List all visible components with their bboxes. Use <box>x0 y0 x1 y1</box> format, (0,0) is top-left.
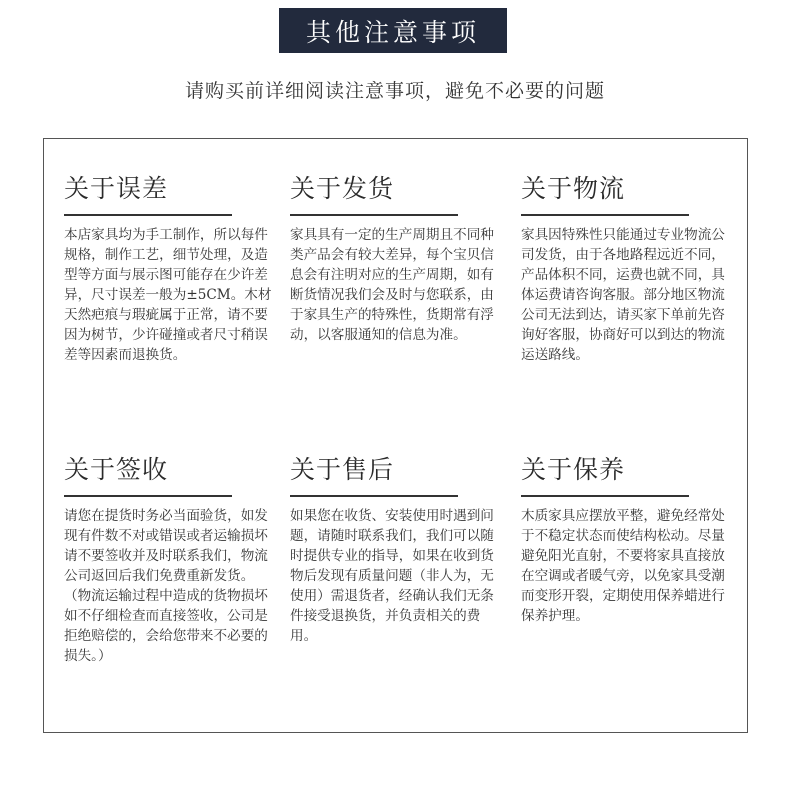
section-error <box>64 172 274 365</box>
section-receipt <box>64 453 274 666</box>
page-title: 其他注意事项 <box>279 8 507 53</box>
section-heading: 关于保养 <box>521 455 626 484</box>
section-after-sales <box>290 453 500 646</box>
section-shipping <box>290 172 500 345</box>
section-body: 家具因特殊性只能通过专业物流公司发货，由于各地路程远近不同，产品体积不同，运费也就不同，具体运费请咨询客服。部分地区物流公司无法到达，请买家下单前先咨询好客服，协商好可以到达的物流运送路线。 <box>521 227 725 363</box>
section-body: 木质家具应摆放平整，避免经常处于不稳定状态而使结构松动。尽量避免阳光直射，不要将家具直接放在空调或者暖气旁，以免家具受潮而变形开裂，定期使用保养蜡进行保养护理。 <box>521 508 725 624</box>
section-heading: 关于误差 <box>64 174 169 203</box>
section-divider <box>64 214 232 216</box>
section-body: 家具具有一定的生产周期且不同种类产品会有较大差异，每个宝贝信息会有注明对应的生产周期，如有断货情况我们会及时与您联系，由于家具生产的特殊性，货期常有浮动，以客服通知的信息为准。 <box>290 227 494 343</box>
page-subtitle: 请购买前详细阅读注意事项，避免不必要的问题 <box>184 80 605 102</box>
section-heading: 关于签收 <box>64 455 169 484</box>
section-heading: 关于物流 <box>521 174 626 203</box>
section-body: 本店家具均为手工制作，所以每件规格，制作工艺，细节处理，及造型等方面与展示图可能存在少许差异，尺寸误差一般为±5CM。木材天然疤痕与瑕疵属于正常，请不要因为树节，少许碰撞或者尺寸稍误差等因素而退换货。 <box>64 227 272 363</box>
section-body: 请您在提货时务必当面验货，如发现有件数不对或错误或者运输损坏请不要签收并及时联系我们，物流公司返回后我们免费重新发货。（物流运输过程中造成的货物损坏如不仔细检查而直接签收，公司是拒绝赔偿的，会给您带来不必要的损失。） <box>64 508 268 664</box>
section-heading: 关于售后 <box>290 455 395 484</box>
section-logistics <box>521 172 731 365</box>
section-divider <box>290 495 458 497</box>
section-heading: 关于发货 <box>290 174 395 203</box>
section-divider <box>521 495 689 497</box>
section-body: 如果您在收货、安装使用时遇到问题，请随时联系我们，我们可以随时提供专业的指导，如果在收到货物后发现有质量问题（非人为，无使用）需退货者，经确认我们无条件接受退换货，并负责相关的费用。 <box>290 508 494 644</box>
section-divider <box>64 495 232 497</box>
notice-frame <box>43 138 748 733</box>
section-divider <box>521 214 689 216</box>
section-divider <box>290 214 458 216</box>
section-maintenance <box>521 453 731 626</box>
